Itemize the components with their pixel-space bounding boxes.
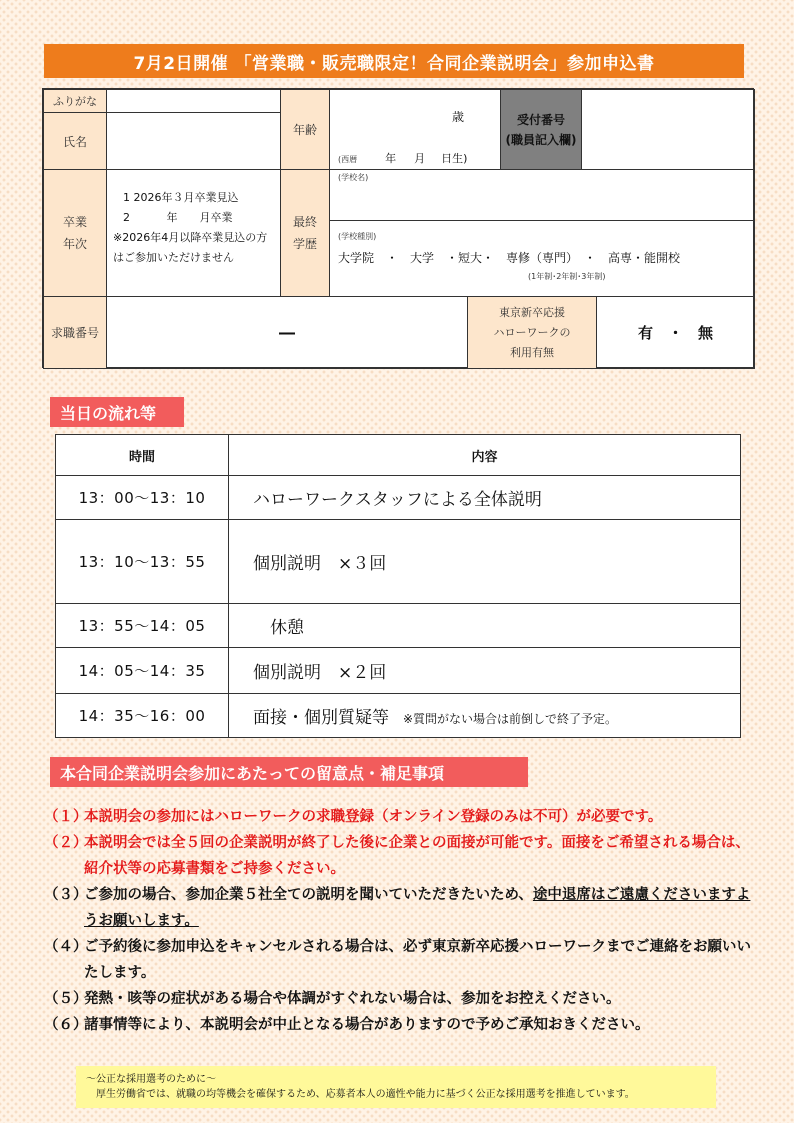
graduation-option-1[interactable]: 1 2026年３月卒業見込 (123, 191, 239, 204)
list-item: （４） ご予約後に参加申込をキャンセルされる場合は、必ず東京新卒応援ハローワークまでご連絡をお願いいたします。 (44, 934, 764, 986)
reception-number-label: 受付番号 (職員記入欄) (500, 89, 582, 170)
time-cell: 13：00～13：10 (56, 476, 229, 520)
note-text: 本説明会の参加にはハローワークの求職登録（オンライン登録のみは不可）が必要です。 (84, 809, 663, 825)
content-note: ※質問がない場合は前倒しで終了予定。 (403, 712, 618, 726)
graduation-note: ※2026年4月以降卒業見込の方はご参加いただけません (113, 231, 268, 264)
content-text: 面接・個別質疑等 (253, 708, 389, 728)
list-item: （３） ご参加の場合、参加企業５社全ての説明を聞いていただきたいため、途中退席はご遠慮くださいますようお願いします。 (44, 882, 764, 934)
content-cell: ハローワークスタッフによる全体説明 (229, 476, 741, 520)
hellowork-usage-label: 東京新卒応援 ハローワークの 利用有無 (467, 296, 597, 369)
time-cell: 13：10～13：55 (56, 520, 229, 604)
fair-recruitment-notice (76, 1066, 716, 1108)
school-type-options[interactable]: 大学院 ・ 大学 ・短大・ 専修（専門） ・ 高専・能開校 (338, 251, 681, 265)
notes-section-title: 本合同企業説明会参加にあたっての留意点・補足事項 (50, 757, 528, 787)
application-form (42, 88, 754, 368)
education-label: 最終 学歴 (280, 169, 330, 297)
content-cell: 休憩 (229, 604, 741, 648)
furigana-field[interactable] (106, 89, 281, 113)
list-item: （６） 諸事情等により、本説明会が中止となる場合がありますので予めご承知おきください。 (44, 1012, 764, 1038)
school-type-field[interactable] (329, 220, 755, 297)
time-cell: 14：35～16：00 (56, 694, 229, 738)
school-years: (1年制･2年制･3年制) (528, 272, 606, 281)
time-cell: 13：55～14：05 (56, 604, 229, 648)
column-header-content: 内容 (229, 435, 741, 476)
name-field[interactable] (106, 112, 281, 170)
list-item: （２） 本説明会では全５回の企業説明が終了した後に企業との面接が可能です。面接をご希望される場合は、紹介状等の応募書類をご持参ください。 (44, 830, 764, 882)
note-text: 諸事情等により、本説明会が中止となる場合がありますので予めご承知おきください。 (84, 1017, 650, 1033)
table-row (56, 520, 741, 604)
column-header-time: 時間 (56, 435, 229, 476)
content-cell (229, 694, 741, 738)
age-unit: 歳 (452, 110, 465, 124)
note-text: 発熱・咳等の症状がある場合や体調がすぐれない場合は、参加をお控えください。 (84, 991, 621, 1007)
job-number-field[interactable]: ― (106, 296, 468, 369)
school-type-label: (学校種別) (338, 232, 377, 241)
time-cell: 14：05～14：35 (56, 648, 229, 694)
age-field[interactable] (329, 89, 501, 170)
graduation-option-2[interactable]: 2 年 月卒業 (123, 211, 233, 224)
document-title: 7月2日開催 「営業職・販売職限定！合同企業説明会」参加申込書 (44, 44, 744, 78)
graduation-label: 卒業 年次 (43, 169, 107, 297)
schedule-section-title: 当日の流れ等 (50, 397, 184, 427)
graduation-field[interactable] (106, 169, 281, 297)
table-row (56, 476, 741, 520)
list-item: （５） 発熱・咳等の症状がある場合や体調がすぐれない場合は、参加をお控えください。 (44, 986, 764, 1012)
content-cell: 個別説明 ×２回 (229, 648, 741, 694)
hellowork-usage-options[interactable]: 有 ・ 無 (596, 296, 755, 369)
birth-date: (西暦 年 月 日生) (338, 152, 468, 165)
content-cell: 個別説明 ×３回 (229, 520, 741, 604)
school-name-label: (学校名) (338, 173, 369, 182)
reception-number-field[interactable] (581, 89, 755, 170)
list-item: （１） 本説明会の参加にはハローワークの求職登録（オンライン登録のみは不可）が必要です。 (44, 804, 764, 830)
footer-heading: ～公正な採用選考のために～ (86, 1074, 216, 1085)
note-text: 本説明会では全５回の企業説明が終了した後に企業との面接が可能です。面接をご希望される場合は、紹介状等の応募書類をご持参ください。 (84, 835, 750, 877)
furigana-label: ふりがな (43, 89, 107, 113)
footer-text: 厚生労働省では、就職の均等機会を確保するため、応募者本人の適性や能力に基づく公正な採用選考を推進しています。 (96, 1089, 635, 1100)
table-row (56, 648, 741, 694)
table-row (56, 694, 741, 738)
table-row (56, 604, 741, 648)
school-name-field[interactable] (329, 169, 755, 221)
note-text: ご予約後に参加申込をキャンセルされる場合は、必ず東京新卒応援ハローワークまでご連絡をお願いいたします。 (84, 939, 751, 981)
schedule-table (55, 434, 741, 738)
notes-list (44, 804, 764, 1038)
age-label: 年齢 (280, 89, 330, 170)
note-text: ご参加の場合、参加企業５社全ての説明を聞いていただきたいため、途中退席はご遠慮くださいますようお願いします。 (84, 887, 751, 929)
name-label: 氏名 (43, 112, 107, 170)
job-number-label: 求職番号 (43, 296, 107, 369)
